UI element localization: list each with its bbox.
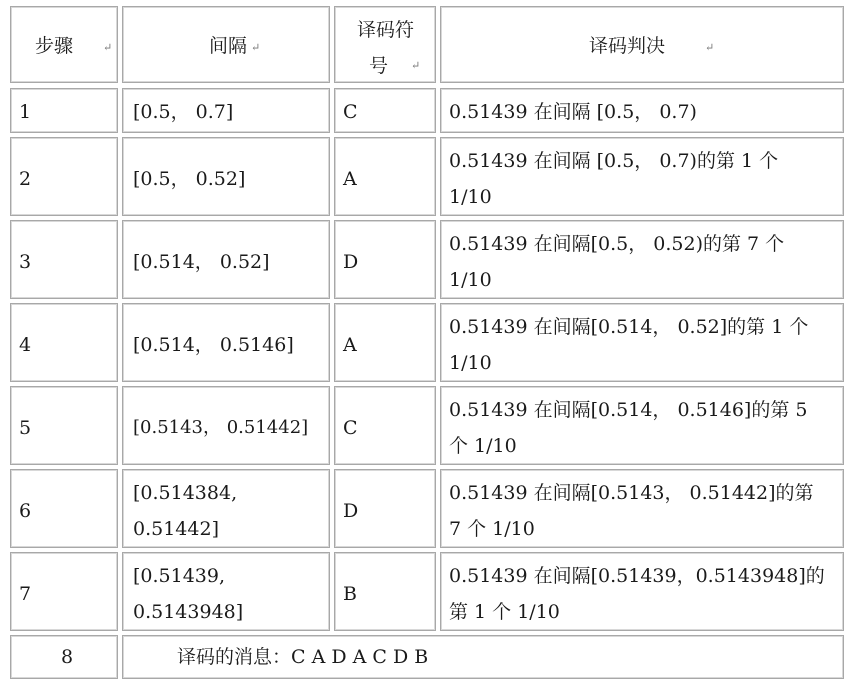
row1-interval-cell: [122, 88, 330, 133]
row2-symbol-cell: [334, 137, 436, 216]
row8-step-cell: [10, 635, 118, 679]
header-cell-step: [10, 6, 118, 83]
header-cell-decision: [440, 6, 844, 83]
paragraph-mark: ↵: [251, 41, 261, 54]
row3-interval: [0.514， 0.52]: [133, 251, 270, 273]
row4-decision-line2: 1/10: [449, 352, 492, 374]
row2-symbol: A: [343, 168, 357, 190]
row5-symbol: C: [343, 417, 358, 439]
row4-decision-line1: 0.51439 在间隔[0.514， 0.52]的第 1 个: [449, 316, 809, 338]
row8-message-cell: [122, 635, 844, 679]
header-cell-interval: [122, 6, 330, 83]
row3-decision-cell: [440, 220, 844, 299]
row5-decision-cell: [440, 386, 844, 465]
row6-decision-line1: 0.51439 在间隔[0.5143， 0.51442]的第: [449, 482, 814, 504]
row7-decision-cell: [440, 552, 844, 631]
row1-step: 1: [19, 101, 32, 123]
row7-interval-cell: [122, 552, 330, 631]
row4-interval: [0.514， 0.5146]: [133, 334, 294, 356]
row3-step: 3: [19, 251, 32, 273]
header-interval: 间隔: [209, 35, 248, 57]
row7-interval-line1: [0.51439,: [133, 565, 226, 587]
paragraph-mark: ↵: [411, 59, 421, 72]
row2-interval-cell: [122, 137, 330, 216]
row3-symbol-cell: [334, 220, 436, 299]
row3-decision-line1: 0.51439 在间隔[0.5， 0.52)的第 7 个: [449, 233, 785, 255]
row1-symbol-cell: [334, 88, 436, 133]
row1-decision-cell: [440, 88, 844, 133]
row6-interval-line1: [0.514384,: [133, 482, 238, 504]
paragraph-mark: ↵: [705, 41, 715, 54]
row2-decision-cell: [440, 137, 844, 216]
row5-interval: [0.5143， 0.51442]: [133, 417, 309, 438]
row7-interval-line2: 0.5143948]: [133, 601, 244, 623]
row5-decision-line1: 0.51439 在间隔[0.514， 0.5146]的第 5: [449, 399, 808, 421]
row2-step: 2: [19, 168, 32, 190]
row6-interval-cell: [122, 469, 330, 548]
row1-step-cell: [10, 88, 118, 133]
row3-step-cell: [10, 220, 118, 299]
row3-decision-line2: 1/10: [449, 269, 492, 291]
row8-step: 8: [61, 646, 74, 668]
row5-symbol-cell: [334, 386, 436, 465]
header-symbol-line1: 译码符: [357, 19, 415, 41]
header-decision: 译码判决: [589, 35, 666, 57]
row7-symbol-cell: [334, 552, 436, 631]
header-step: 步骤: [35, 35, 74, 57]
row6-decision-line2: 7 个 1/10: [449, 518, 535, 540]
row4-symbol: A: [343, 334, 357, 356]
row6-decision-cell: [440, 469, 844, 548]
row5-step-cell: [10, 386, 118, 465]
row2-decision-line2: 1/10: [449, 186, 492, 208]
row3-interval-cell: [122, 220, 330, 299]
row7-symbol: B: [343, 583, 357, 605]
row2-decision-line1: 0.51439 在间隔 [0.5， 0.7)的第 1 个: [449, 150, 779, 172]
row1-interval: [0.5， 0.7]: [133, 101, 234, 123]
row2-step-cell: [10, 137, 118, 216]
row2-interval: [0.5， 0.52]: [133, 168, 246, 190]
decoded-message: 译码的消息：C A D A C D B: [177, 646, 429, 668]
header-cell-symbol: [334, 6, 436, 83]
row6-step-cell: [10, 469, 118, 548]
row1-decision: 0.51439 在间隔 [0.5， 0.7): [449, 101, 697, 123]
paragraph-mark: ↵: [103, 41, 113, 54]
row5-step: 5: [19, 417, 32, 439]
row3-symbol: D: [343, 251, 359, 273]
header-symbol-line2: 号: [369, 55, 389, 77]
row6-symbol-cell: [334, 469, 436, 548]
row4-symbol-cell: [334, 303, 436, 382]
row5-decision-line2: 个 1/10: [449, 435, 517, 457]
row6-symbol: D: [343, 500, 359, 522]
row7-step: 7: [19, 583, 32, 605]
row7-decision-line1: 0.51439 在间隔[0.51439，0.5143948]的: [449, 565, 825, 587]
row4-step-cell: [10, 303, 118, 382]
row6-interval-line2: 0.51442]: [133, 518, 219, 540]
row4-step: 4: [19, 334, 32, 356]
row7-step-cell: [10, 552, 118, 631]
row7-decision-line2: 第 1 个 1/10: [449, 601, 560, 623]
row5-interval-cell: [122, 386, 330, 465]
row1-symbol: C: [343, 101, 358, 123]
row6-step: 6: [19, 500, 32, 522]
row4-decision-cell: [440, 303, 844, 382]
row4-interval-cell: [122, 303, 330, 382]
